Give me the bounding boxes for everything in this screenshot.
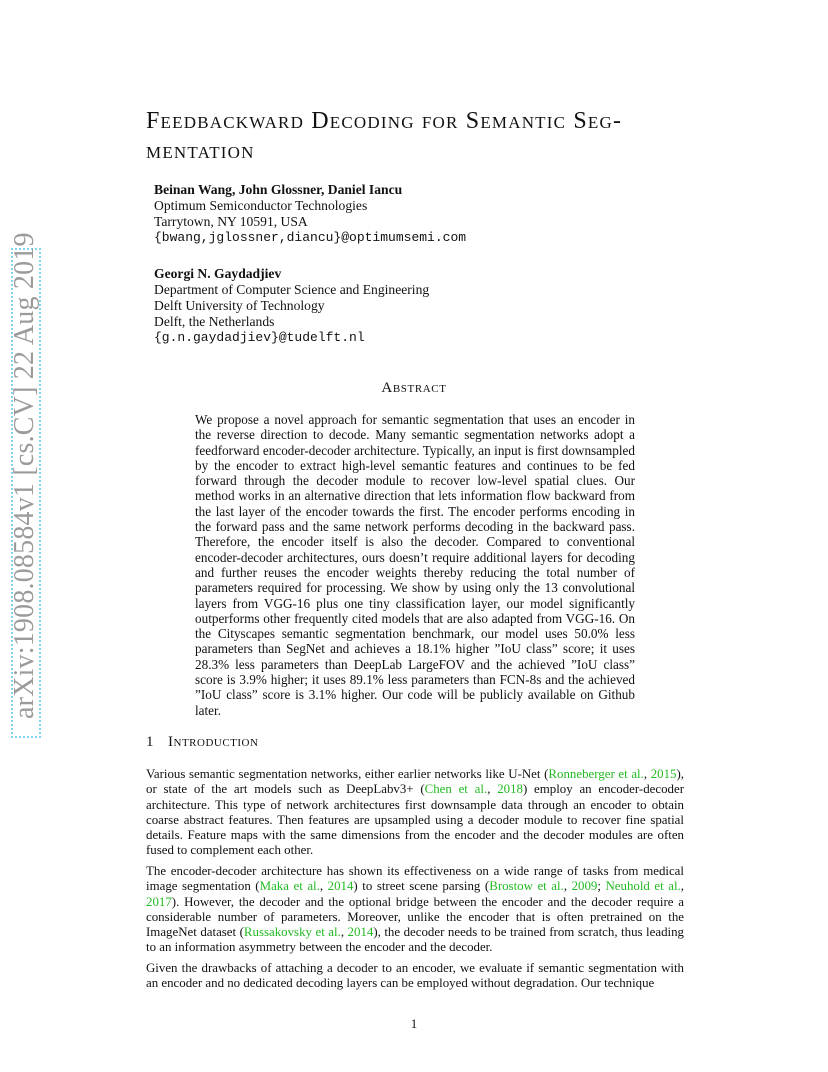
arxiv-id: arXiv:1908.08584v1 [cs.CV] 22 Aug 2019 <box>9 232 40 719</box>
citation-link[interactable]: Maka et al. <box>259 879 320 894</box>
author-organization: Delft University of Technology <box>154 298 325 313</box>
author-address: Delft, the Netherlands <box>154 314 275 329</box>
citation-link[interactable]: 2018 <box>497 782 523 797</box>
text-run: , <box>680 879 685 894</box>
citation-link[interactable]: 2015 <box>650 767 677 781</box>
intro-paragraph-3: Given the drawbacks of attaching a decoder to an encoder, we evaluate if semantic segmentation with an encoder and no dedicated decoding layers can be employed without degradation. Our technique <box>146 961 684 991</box>
text-run: ) employ an encoder-decoder architecture. This type of network architectures first downsample data through an encoder to obtain coarse abstract features. Then features are upsampled using a decoder module to recover fine spatial details. Feature maps with the same dimensions from the encoder and the decoder modules are often fused to complement each other. <box>146 782 685 858</box>
page-number: 1 <box>410 1016 418 1031</box>
text-run: , <box>319 879 328 894</box>
intro-paragraph-1 <box>146 767 684 859</box>
author-organization: Optimum Semiconductor Technologies <box>154 198 368 213</box>
citation-link[interactable]: Ronneberger et al. <box>548 767 644 781</box>
text-run: , <box>340 925 348 940</box>
citation-link[interactable]: 2017 <box>146 894 172 909</box>
paper-title: Feedbackward Decoding for Semantic Seg- mentation <box>146 108 623 164</box>
text-run: ). However, the decoder and the optional bridge between the encoder and the decoder require a considerable number of parameters. Moreover, unlike the encoder that is often pretrained on the ImageNet dataset ( <box>146 894 684 940</box>
text-run: , <box>563 879 572 894</box>
author-names: Georgi N. Gaydadjiev <box>154 266 282 281</box>
text-run: , <box>643 767 651 781</box>
text-run: The encoder-decoder architecture has shown its effectiveness on a wide range of tasks from medical image segmentation ( <box>146 864 684 894</box>
author-department: Department of Computer Science and Engineering <box>154 282 430 297</box>
author-email: {g.n.gaydadjiev}@tudelft.nl <box>154 330 365 345</box>
section-heading <box>146 734 258 751</box>
text-run: Various semantic segmentation networks, either earlier networks like U-Net ( <box>146 767 549 781</box>
citation-link[interactable]: Chen et al. <box>424 782 488 797</box>
citation-link[interactable]: 2009 <box>571 879 598 894</box>
author-address: Tarrytown, NY 10591, USA <box>154 214 308 229</box>
text-run: , <box>487 782 498 797</box>
intro-paragraph-2 <box>146 864 684 956</box>
author-email: {bwang,jglossner,diancu}@optimumsemi.com <box>154 230 467 245</box>
citation-link[interactable]: Russakovsky et al. <box>243 925 341 940</box>
section-number: 1 <box>146 734 154 750</box>
section-title: Introduction <box>168 734 259 750</box>
abstract-text: We propose a novel approach for semantic segmentation that uses an encoder in the reverse direction to decode. Many semantic segmentation networks adopt a feedforward encoder-decoder architecture. Typically, an input is first downsampled by the encoder to extract high-level semantic features and continues to be fed forward through the decoder module to recover low-level spatial clues. Our method works in an alternative direction that lets information flow backward from the last layer of the encoder towards the first. The encoder performs encoding in the forward pass and the same network performs decoding in the backward pass. Therefore, the encoder itself is also the decoder. Compared to conventional encoder-decoder architectures, ours doesn’t require additional layers for decoding and further reuses the encoder weights thereby reducing the total number of parameters required for processing. We show by using only the 13 convolutional layers from VGG-16 plus one tiny classification layer, our model significantly outperforms other frequently cited models that are also adapted from VGG-16. On the Cityscapes semantic segmentation benchmark, our model uses 50.0% less parameters than SegNet and achieves a 18.1% higher ”IoU class” score; it uses 28.3% less parameters than DeepLab LargeFOV and the achieved ”IoU class” score is 3.9% higher; it uses 89.1% less parameters than FCN-8s and the achieved ”IoU class” score is 3.1% higher. Our code will be publicly available on Github later. <box>195 412 635 718</box>
author-block-2 <box>154 266 429 346</box>
author-block-1 <box>154 182 466 246</box>
author-names: Beinan Wang, John Glossner, Daniel Iancu <box>154 182 403 197</box>
abstract-heading: Abstract <box>381 380 447 396</box>
arxiv-identifier-stamp <box>5 232 45 738</box>
citation-link[interactable]: 2014 <box>347 925 374 940</box>
citation-link[interactable]: 2014 <box>327 879 354 894</box>
text-run: ), the decoder needs to be trained from scratch, thus leading to an information asymmetry between the encoder and the decoder. <box>146 925 684 955</box>
text-run: ), or state of the art models such as DeepLabv3+ ( <box>146 767 685 797</box>
text-run: ) to street scene parsing ( <box>353 879 490 894</box>
citation-link[interactable]: Neuhold et al. <box>605 879 681 894</box>
text-run: ; <box>597 879 606 894</box>
citation-link[interactable]: Brostow et al. <box>489 879 564 894</box>
